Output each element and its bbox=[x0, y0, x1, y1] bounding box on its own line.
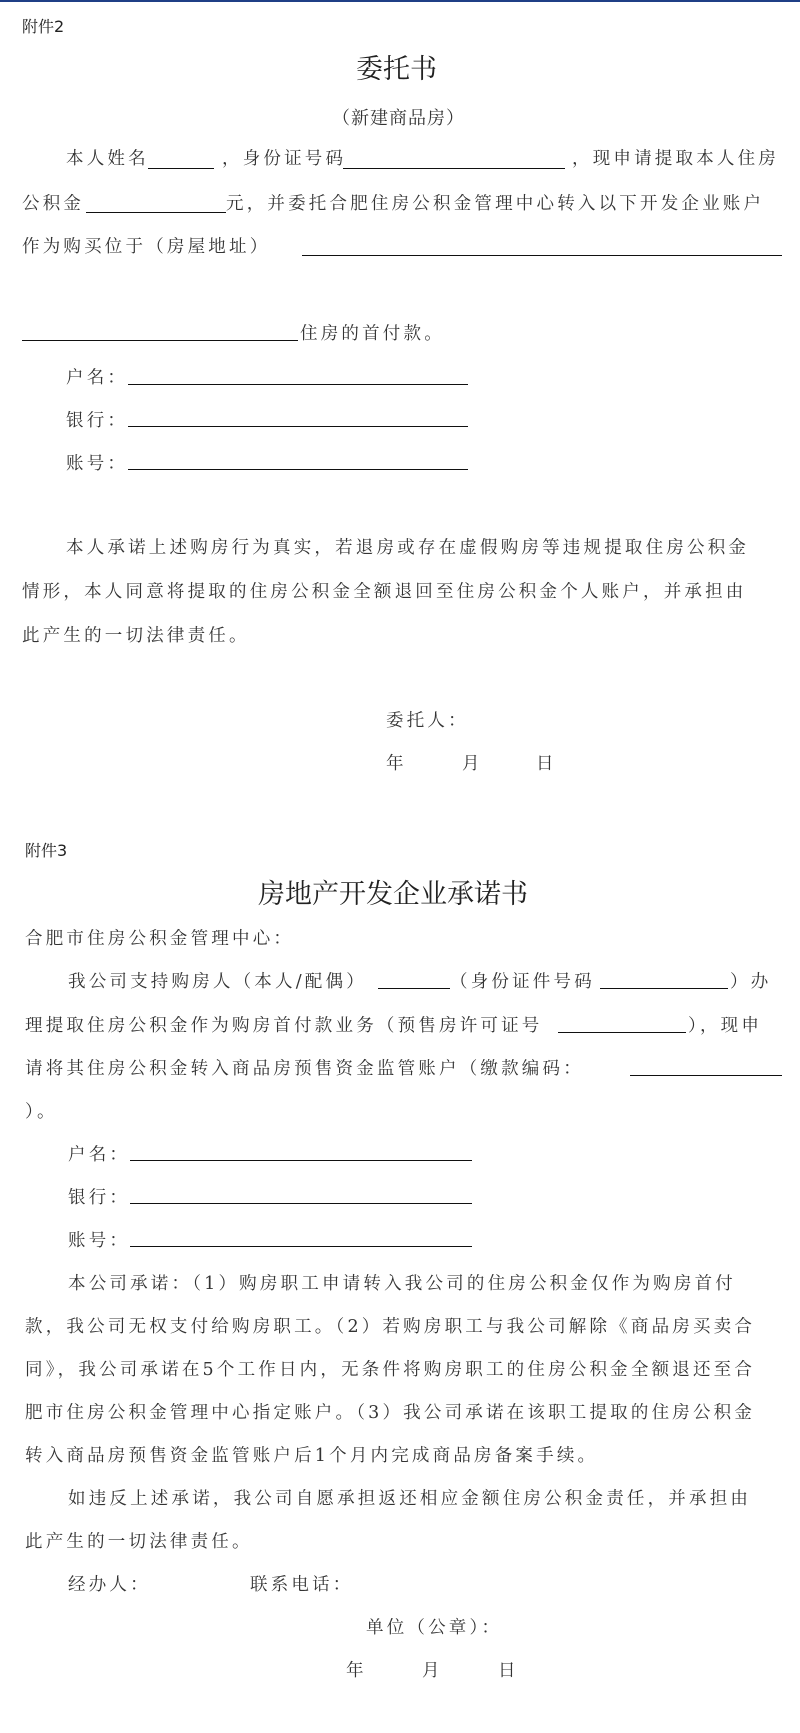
address-blank-continued[interactable] bbox=[22, 340, 298, 341]
account-name-label: 户名： bbox=[68, 1145, 131, 1165]
apply-text: ，现申请提取本人住房 bbox=[572, 149, 779, 169]
account-number-blank[interactable] bbox=[128, 469, 468, 470]
bank-blank[interactable] bbox=[130, 1203, 472, 1204]
commitment-line-2: 款，我公司无权支付给购房职工。（2）若购房职工与我公司解除《商品房买卖合 bbox=[25, 1317, 756, 1337]
commitment-line-4: 肥市住房公积金管理中心指定账户。（3）我公司承诺在该职工提取的住房公积金 bbox=[25, 1403, 756, 1423]
business-text: 理提取住房公积金作为购房首付款业务（预售房许可证号 bbox=[25, 1016, 543, 1036]
account-number-label: 账号： bbox=[68, 1231, 131, 1251]
address-label: 作为购买位于（房屋地址） bbox=[22, 237, 271, 257]
pledge-line-1: 本人承诺上述购房行为真实，若退房或存在虚假购房等违规提取住房公积金 bbox=[66, 538, 750, 558]
entrust-text: 元，并委托合肥住房公积金管理中心转入以下开发企业账户 bbox=[226, 194, 765, 214]
date-year: 年 bbox=[346, 1661, 367, 1681]
handler-label: 经办人： bbox=[68, 1575, 151, 1595]
bank-blank[interactable] bbox=[128, 426, 468, 427]
date-month: 月 bbox=[422, 1661, 443, 1681]
addressee: 合肥市住房公积金管理中心： bbox=[25, 929, 295, 949]
date-day: 日 bbox=[498, 1661, 519, 1681]
address-blank[interactable] bbox=[302, 255, 782, 256]
attachment-label: 附件3 bbox=[25, 841, 68, 860]
unit-seal-label: 单位（公章）： bbox=[366, 1618, 503, 1638]
document-subtitle: （新建商品房） bbox=[332, 108, 465, 129]
top-border-line bbox=[0, 0, 800, 2]
commitment-line-5: 转入商品房预售资金监管账户后1个月内完成商品房备案手续。 bbox=[25, 1446, 599, 1466]
account-number-label: 账号： bbox=[66, 454, 129, 474]
name-blank[interactable] bbox=[148, 168, 214, 169]
bank-label: 银行： bbox=[68, 1188, 131, 1208]
id-number-blank[interactable] bbox=[600, 988, 728, 989]
account-name-blank[interactable] bbox=[130, 1160, 472, 1161]
payment-code-blank[interactable] bbox=[630, 1075, 782, 1076]
document-title: 委托书 bbox=[356, 54, 437, 85]
commitment-line-3: 同》，我公司承诺在5个工作日内，无条件将购房职工的住房公积金全额退还至合 bbox=[25, 1360, 756, 1380]
id-number-label: ，身份证号码 bbox=[222, 149, 347, 169]
date-day: 日 bbox=[536, 754, 557, 774]
close-paren-text: ）。 bbox=[25, 1102, 58, 1122]
account-name-blank[interactable] bbox=[128, 384, 468, 385]
pledge-line-2: 情形，本人同意将提取的住房公积金全额退回至住房公积金个人账户，并承担由 bbox=[22, 582, 747, 602]
date-month: 月 bbox=[462, 754, 483, 774]
id-number-label: （身份证件号码 bbox=[450, 972, 595, 992]
document-title: 房地产开发企业承诺书 bbox=[258, 879, 528, 910]
name-label: 本人姓名 bbox=[66, 149, 149, 169]
handle-text: ）办 bbox=[730, 972, 772, 992]
date-year: 年 bbox=[386, 754, 407, 774]
id-number-blank[interactable] bbox=[343, 168, 565, 169]
support-text: 我公司支持购房人（本人/配偶） bbox=[68, 972, 367, 992]
down-payment-text: 住房的首付款。 bbox=[300, 324, 445, 344]
account-name-label: 户名： bbox=[66, 368, 129, 388]
phone-label: 联系电话： bbox=[250, 1575, 354, 1595]
presale-permit-blank[interactable] bbox=[558, 1032, 686, 1033]
commitment-line-1: 本公司承诺：（1）购房职工申请转入我公司的住房公积金仅作为购房首付 bbox=[68, 1274, 736, 1294]
fund-label: 公积金 bbox=[22, 194, 85, 214]
buyer-blank[interactable] bbox=[378, 988, 450, 989]
pledge-line-3: 此产生的一切法律责任。 bbox=[22, 626, 250, 646]
account-number-blank[interactable] bbox=[130, 1246, 472, 1247]
signer-label: 委托人： bbox=[386, 711, 469, 731]
amount-blank[interactable] bbox=[86, 212, 226, 213]
apply-text: ），现申 bbox=[688, 1016, 763, 1036]
attachment-label: 附件2 bbox=[22, 17, 65, 36]
bank-label: 银行： bbox=[66, 411, 129, 431]
transfer-text: 请将其住房公积金转入商品房预售资金监管账户（缴款编码： bbox=[25, 1059, 584, 1079]
violation-line-2: 此产生的一切法律责任。 bbox=[25, 1532, 253, 1552]
violation-line-1: 如违反上述承诺，我公司自愿承担返还相应金额住房公积金责任，并承担由 bbox=[68, 1489, 752, 1509]
